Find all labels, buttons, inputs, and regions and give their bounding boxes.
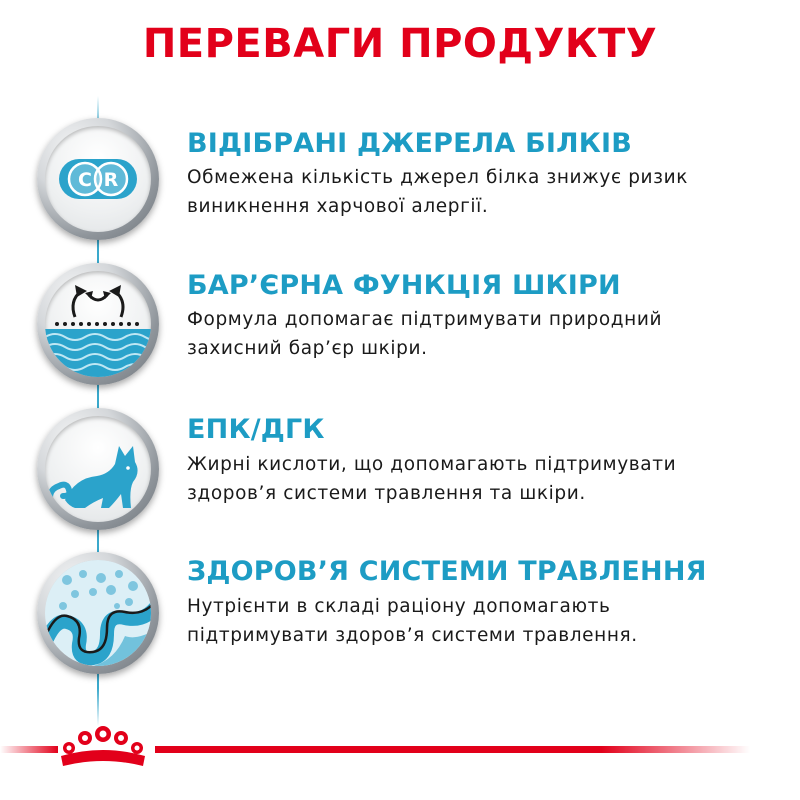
benefit-desc-line: підтримувати здоров’я системи травлення. — [187, 625, 638, 646]
cr-letter-r: R — [103, 169, 119, 191]
benefit-desc-line: захисний бар’єр шкіри. — [187, 338, 428, 359]
benefit-desc-line: здоров’я системи травлення та шкіри. — [187, 483, 586, 504]
brand-bar — [155, 746, 750, 753]
royal-canin-crown-icon — [55, 722, 151, 770]
benefit-desc-line: виникнення харчової алергії. — [187, 196, 489, 217]
benefit-desc-line: Жирні кислоти, що допомагають підтримувати — [187, 454, 677, 475]
benefit-desc-epa-dha — [187, 450, 787, 508]
benefit-title-protein: ВІДІБРАНІ ДЖЕРЕЛА БІЛКІВ — [187, 128, 633, 159]
skin-barrier-icon — [37, 263, 159, 385]
cr-letter-c: C — [78, 169, 92, 191]
brand-bar-left — [0, 746, 58, 753]
benefit-desc-digestive — [187, 592, 787, 650]
benefit-desc-line: Формула допомагає підтримувати природний — [187, 309, 663, 330]
benefit-desc-line: Обмежена кількість джерел білка знижує ризик — [187, 167, 688, 188]
benefit-desc-skin — [187, 305, 787, 363]
benefit-desc-line: Нутрієнти в складі раціону допомагають — [187, 596, 611, 617]
benefit-desc-protein — [187, 163, 787, 221]
benefit-title-digestive: ЗДОРОВ’Я СИСТЕМИ ТРАВЛЕННЯ — [187, 556, 707, 587]
cat-icon — [37, 408, 159, 530]
benefit-title-epa-dha: ЕПК/ДГК — [187, 414, 325, 445]
benefit-title-skin: БАР’ЄРНА ФУНКЦІЯ ШКІРИ — [187, 270, 621, 301]
cr-protein-icon — [37, 118, 159, 240]
digestive-icon — [37, 552, 159, 674]
page-title: ПЕРЕВАГИ ПРОДУКТУ — [142, 21, 658, 67]
